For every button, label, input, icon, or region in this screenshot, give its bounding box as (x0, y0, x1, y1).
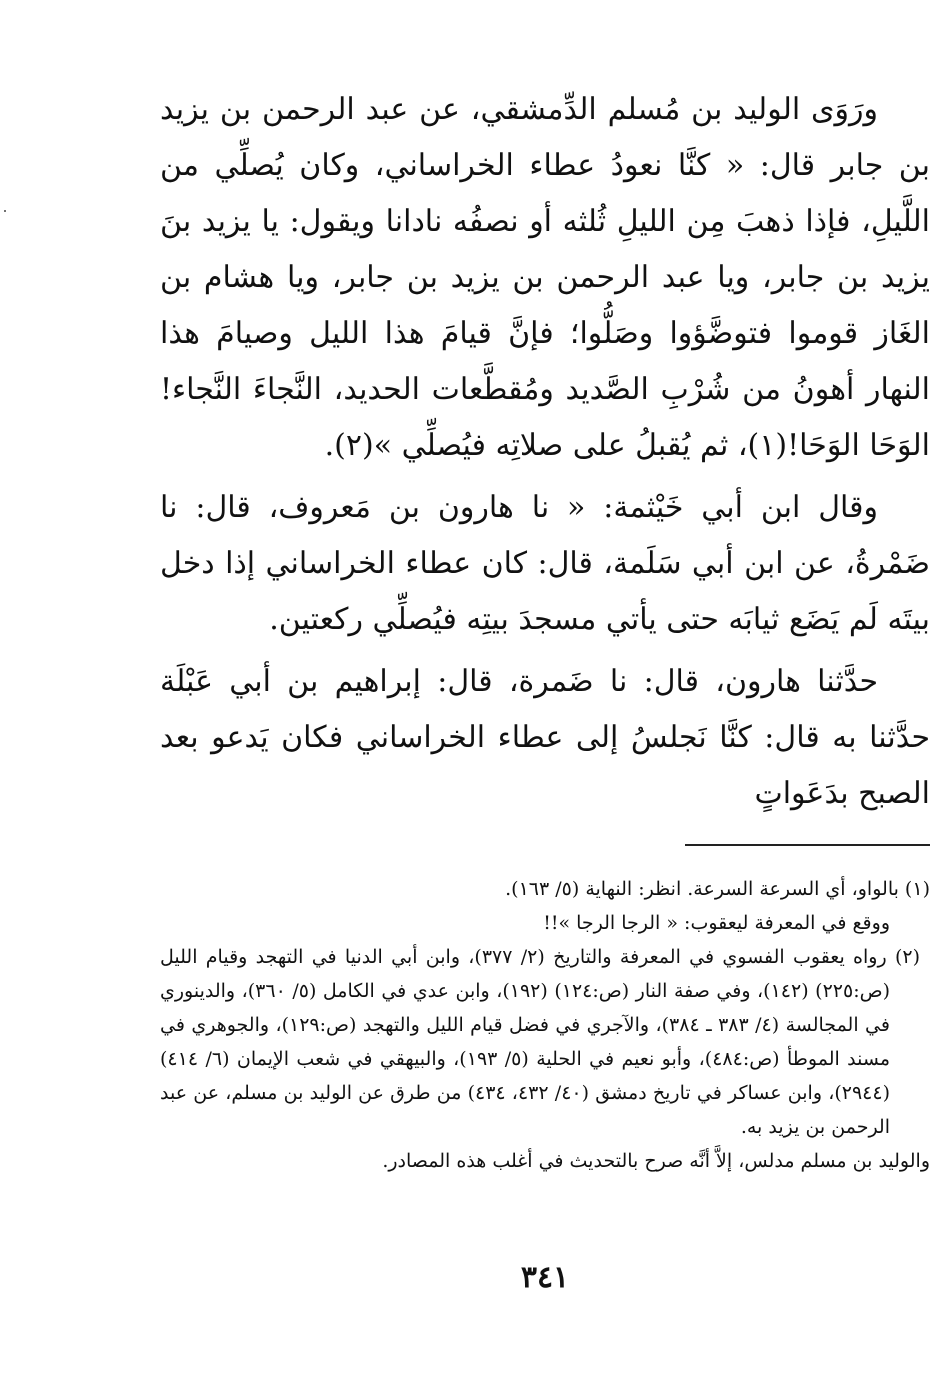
footnotes (160, 872, 930, 1178)
footnote-1: (١) بالواو، أي السرعة السرعة. انظر: النهاية (٥/ ١٦٣). (505, 878, 930, 900)
footnote-2: (٢) رواه يعقوب الفسوي في المعرفة والتاريخ (٢/ ٣٧٧)، وابن أبي الدنيا في التهجد وقيام الليل (ص:٢٢٥) (١٤٢)، وفي صفة النار (ص:١٢٤) (١٩٢)، وابن عدي في الكامل (٥/ ٣٦٠)، والدينوري في المجالسة (٤/ ٣٨٣ ـ ٣٨٤)، والآجري في فضل قيام الليل والتهجد (ص:١٢٩)، والجوهري في مسند الموطأ (ص:٤٨٤)، وأبو نعيم في الحلية (٥/ ١٩٣)، والبيهقي في شعب الإيمان (٦/ ٤١٤) (٢٩٤٤)، وابن عساكر في تاريخ دمشق (٤٠/ ٤٣٢، ٤٣٤) من طرق عن الوليد بن مسلم، عن عبد الرحمن بن يزيد به. (160, 946, 920, 1138)
main-paragraph-3: حدَّثنا هارون، قال: نا ضَمرة، قال: إبراهيم بن أبي عَبْلَة حدَّثنا به قال: كنَّا نَجلسُ إلى عطاء الخراساني فكان يَدعو بعد الصبح بدَعَواتٍ (160, 664, 930, 811)
main-paragraph-1: ورَوَى الوليد بن مُسلم الدِّمشقي، عن عبد الرحمن بن يزيد بن جابر قال: « كنَّا نعودُ عطاء الخراساني، وكان يُصلِّي من اللَّيلِ، فإذا ذهبَ مِن الليلِ ثُلثه أو نصفُه نادانا ويقول: يا يزيد بنَ يزيد بن جابر، ويا عبد الرحمن بن يزيد بن جابر، ويا هشام بن الغَاز قوموا فتوضَّؤوا وصَلُّوا؛ فإنَّ قيامَ هذا الليل وصيامَ هذا النهار أهونُ من شُرْبِ الصَّديد ومُقطَّعات الحديد، النَّجاءَ النَّجاء! الوَحَا الوَحَا!(١)، ثم يُقبلُ على صلاتِه فيُصلِّي »(٢). (160, 92, 930, 463)
main-text (160, 82, 930, 822)
main-paragraph-2: وقال ابن أبي خَيْثمة: « نا هارون بن مَعروف، قال: نا ضَمْرةُ، عن ابن أبي سَلَمة، قال: كان عطاء الخراساني إذا دخل بيتَه لَم يَضَع ثيابَه حتى يأتي مسجدَ بيتِه فيُصلِّي ركعتين. (160, 490, 930, 637)
footnote-2-continuation: والوليد بن مسلم مدلس، إلاَّ أنَّه صرح بالتحديث في أغلب هذه المصادر. (382, 1150, 930, 1172)
footnote-divider (685, 844, 930, 846)
footnote-1-continuation: ووقع في المعرفة ليعقوب: « الرجا الرجا »!! (543, 912, 890, 934)
scan-speck (4, 210, 6, 212)
page-number: ٣٤١ (520, 1260, 570, 1295)
book-page (160, 82, 930, 1342)
